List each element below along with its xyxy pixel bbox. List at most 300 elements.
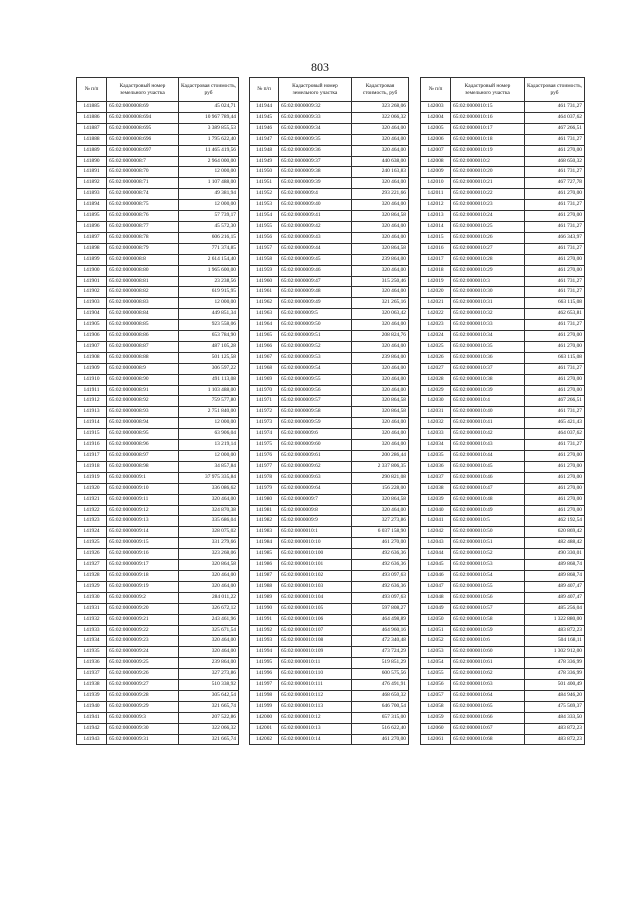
table-row: [77, 669, 239, 680]
cadastral-number: 65:02:0000010:61: [451, 658, 525, 669]
cadastral-number: 65:02:0000010:28: [451, 254, 525, 265]
row-number: 141914: [77, 418, 107, 429]
cadastral-number: 65:02:0000010:18: [451, 134, 525, 145]
table-row: [250, 200, 409, 211]
cadastral-number: 65:02:0000009:14: [107, 527, 179, 538]
cadastral-value: 320 063,42: [352, 309, 409, 320]
row-number: 141970: [250, 385, 279, 396]
row-number: 142023: [421, 320, 451, 331]
cadastral-value: 461 270,00: [525, 385, 585, 396]
row-number: 141964: [250, 320, 279, 331]
cadastral-number: 65:02:0000009:51: [279, 331, 352, 342]
cadastral-number: 65:02:0000010:55: [451, 581, 525, 592]
row-number: 141989: [250, 592, 279, 603]
cadastral-number: 65:02:0000009:16: [107, 549, 179, 560]
table-row: [77, 363, 239, 374]
cadastral-value: 12 000,00: [179, 167, 239, 178]
cadastral-number: 65:02:0000009:52: [279, 341, 352, 352]
cadastral-number: 65:02:0000009:64: [279, 483, 352, 494]
table-row: [250, 570, 409, 581]
cadastral-number: 65:02:0000010:43: [451, 440, 525, 451]
row-number: 142056: [421, 680, 451, 691]
row-number: 141981: [250, 505, 279, 516]
row-number: 142061: [421, 734, 451, 745]
row-number: 142039: [421, 494, 451, 505]
cadastral-value: 327 273,86: [352, 516, 409, 527]
cadastral-value: 461 731,27: [525, 243, 585, 254]
cadastral-value: 484 333,50: [525, 712, 585, 723]
cadastral-number: 65:02:0000009:27: [107, 680, 179, 691]
cadastre-table-2: [249, 77, 409, 745]
cadastral-number: 65:02:0000008:96: [107, 440, 179, 451]
cadastral-value: 45 024,71: [179, 102, 239, 113]
cadastral-number: 65:02:0000009:28: [107, 690, 179, 701]
cadastral-number: 65:02:0000009:6: [279, 429, 352, 440]
cadastral-value: 519 851,29: [352, 658, 409, 669]
table-row: [250, 352, 409, 363]
row-number: 141982: [250, 516, 279, 527]
cadastral-number: 65:02:0000009:8: [279, 505, 352, 516]
cadastral-value: 290 821,08: [352, 472, 409, 483]
row-number: 141988: [250, 581, 279, 592]
table-row: [250, 483, 409, 494]
cadastral-value: 476 491,91: [352, 680, 409, 691]
table-row: [421, 690, 585, 701]
cadastral-value: 461 731,27: [525, 200, 585, 211]
table-row: [421, 352, 585, 363]
table-row: [421, 145, 585, 156]
table-row: [250, 363, 409, 374]
table-row: [421, 560, 585, 571]
cadastral-value: 487 105,28: [179, 341, 239, 352]
table-row: [421, 494, 585, 505]
cadastral-number: 65:02:0000010:56: [451, 592, 525, 603]
table-row: [421, 429, 585, 440]
cadastral-value: 478 336,99: [525, 658, 585, 669]
row-number: 142040: [421, 505, 451, 516]
cadastral-number: 65:02:0000008:83: [107, 298, 179, 309]
cadastral-number: 65:02:0000009:31: [107, 734, 179, 745]
cadastral-value: 461 270,00: [525, 483, 585, 494]
row-number: 142060: [421, 723, 451, 734]
row-number: 142057: [421, 690, 451, 701]
row-number: 142059: [421, 712, 451, 723]
row-number: 141885: [77, 102, 107, 113]
header-cadastral-number: Кадастровый номер земельного участка: [451, 78, 525, 102]
cadastral-value: 504 168,11: [525, 636, 585, 647]
table-row: [77, 102, 239, 113]
cadastral-value: 320 464,00: [352, 385, 409, 396]
cadastral-number: 65:02:0000010:60: [451, 647, 525, 658]
cadastral-value: 320 464,00: [179, 647, 239, 658]
table-row: [421, 581, 585, 592]
cadastral-number: 65:02:0000010:36: [451, 352, 525, 363]
table-row: [421, 527, 585, 538]
table-row: [77, 527, 239, 538]
cadastral-number: 65:02:0000009:5: [279, 309, 352, 320]
table-row: [421, 298, 585, 309]
cadastral-value: 49 381,94: [179, 189, 239, 200]
table-row: [421, 211, 585, 222]
row-number: 142005: [421, 123, 451, 134]
row-number: 141937: [77, 669, 107, 680]
cadastral-number: 65:02:0000010:23: [451, 200, 525, 211]
cadastral-value: 462 192,54: [525, 516, 585, 527]
cadastral-number: 65:02:0000009:55: [279, 374, 352, 385]
table-row: [77, 320, 239, 331]
cadastral-value: 464 498,89: [352, 614, 409, 625]
cadastral-value: 239 864,00: [352, 352, 409, 363]
cadastral-number: 65:02:0000008:8: [107, 254, 179, 265]
table-row: [77, 472, 239, 483]
cadastral-number: 65:02:0000009:24: [107, 647, 179, 658]
header-cadastral-number: Кадастровый номер земельного участка: [279, 78, 352, 102]
table-row: [421, 538, 585, 549]
cadastral-number: 65:02:0000009:59: [279, 418, 352, 429]
cadastral-number: 65:02:0000009:33: [279, 112, 352, 123]
cadastral-value: 501 125,58: [179, 352, 239, 363]
row-number: 142055: [421, 669, 451, 680]
row-number: 141949: [250, 156, 279, 167]
row-number: 141888: [77, 134, 107, 145]
row-number: 141977: [250, 461, 279, 472]
cadastral-number: 65:02:0000009:22: [107, 625, 179, 636]
table-row: [421, 178, 585, 189]
cadastral-value: 23 238,56: [179, 276, 239, 287]
cadastral-value: 208 824,76: [352, 331, 409, 342]
row-number: 141963: [250, 309, 279, 320]
table-row: [421, 701, 585, 712]
cadastral-value: 320 864,58: [179, 560, 239, 571]
cadastral-number: 65:02:0000010:45: [451, 461, 525, 472]
cadastral-number: 65:02:0000010:59: [451, 625, 525, 636]
table-row: [77, 581, 239, 592]
row-number: 141905: [77, 320, 107, 331]
table-row: [421, 418, 585, 429]
row-number: 142037: [421, 472, 451, 483]
cadastral-value: 320 864,58: [352, 243, 409, 254]
table-row: [421, 440, 585, 451]
cadastral-number: 65:02:0000010:14: [279, 734, 352, 745]
row-number: 142013: [421, 211, 451, 222]
cadastral-number: 65:02:0000010:67: [451, 723, 525, 734]
cadastral-number: 65:02:0000010:63: [451, 680, 525, 691]
row-number: 142029: [421, 385, 451, 396]
row-number: 142014: [421, 221, 451, 232]
cadastral-number: 65:02:0000009:41: [279, 211, 352, 222]
table-row: [250, 418, 409, 429]
row-number: 142003: [421, 102, 451, 113]
cadastral-value: 923 558,06: [179, 320, 239, 331]
table-row: [77, 134, 239, 145]
cadastral-number: 65:02:0000009:19: [107, 581, 179, 592]
cadastral-value: 321 665,74: [179, 734, 239, 745]
cadastral-value: 461 731,27: [525, 102, 585, 113]
row-number: 142019: [421, 276, 451, 287]
cadastral-number: 65:02:0000009:23: [107, 636, 179, 647]
table-row: [250, 472, 409, 483]
table-row: [421, 341, 585, 352]
cadastral-number: 65:02:0000010:105: [279, 603, 352, 614]
cadastral-number: 65:02:0000009:32: [279, 102, 352, 113]
table-row: [421, 734, 585, 745]
table-row: [250, 254, 409, 265]
row-number: 141898: [77, 243, 107, 254]
row-number: 142020: [421, 287, 451, 298]
table-row: [77, 189, 239, 200]
row-number: 142002: [250, 734, 279, 745]
row-number: 142006: [421, 134, 451, 145]
cadastral-number: 65:02:0000010:44: [451, 451, 525, 462]
cadastral-value: 461 731,27: [525, 221, 585, 232]
cadastral-number: 65:02:0000008:696: [107, 134, 179, 145]
row-number: 142049: [421, 603, 451, 614]
cadastral-value: 37 975 335,84: [179, 472, 239, 483]
table-row: [421, 254, 585, 265]
cadastral-number: 65:02:0000009:20: [107, 603, 179, 614]
cadastral-value: 320 464,00: [352, 123, 409, 134]
row-number: 141936: [77, 658, 107, 669]
cadastral-value: 12 000,00: [179, 451, 239, 462]
table-row: [77, 625, 239, 636]
cadastral-value: 461 270,00: [525, 494, 585, 505]
row-number: 141945: [250, 112, 279, 123]
row-number: 141921: [77, 494, 107, 505]
table-row: [250, 669, 409, 680]
cadastral-number: 65:02:0000009:13: [107, 516, 179, 527]
cadastral-number: 65:02:0000010:112: [279, 690, 352, 701]
header-cadastral-value: Кадастровая стоимость, руб: [525, 78, 585, 102]
row-number: 141918: [77, 461, 107, 472]
table-row: [77, 429, 239, 440]
table-row: [77, 505, 239, 516]
cadastral-number: 65:02:0000010:48: [451, 494, 525, 505]
cadastral-number: 65:02:0000009:42: [279, 221, 352, 232]
cadastral-value: 467 266,51: [525, 396, 585, 407]
table-row: [250, 287, 409, 298]
table-row: [77, 418, 239, 429]
row-number: 142051: [421, 625, 451, 636]
row-number: 141897: [77, 232, 107, 243]
row-number: 142000: [250, 712, 279, 723]
row-number: 141971: [250, 396, 279, 407]
table-row: [77, 570, 239, 581]
cadastral-value: 326 672,12: [179, 603, 239, 614]
cadastral-value: 467 266,51: [525, 123, 585, 134]
cadastral-number: 65:02:0000009:9: [279, 516, 352, 527]
table-row: [250, 723, 409, 734]
cadastral-number: 65:02:0000008:9: [107, 363, 179, 374]
table-row: [250, 680, 409, 691]
table-row: [421, 123, 585, 134]
cadastral-value: 1 302 912,00: [525, 647, 585, 658]
row-number: 141907: [77, 341, 107, 352]
table-row: [250, 451, 409, 462]
cadastral-number: 65:02:0000008:7: [107, 156, 179, 167]
cadastral-value: 468 650,32: [352, 690, 409, 701]
cadastral-number: 65:02:0000010:29: [451, 265, 525, 276]
row-number: 141962: [250, 298, 279, 309]
header-number: № п/п: [77, 78, 107, 102]
table-row: [421, 112, 585, 123]
cadastral-number: 65:02:0000008:75: [107, 200, 179, 211]
table-row: [250, 145, 409, 156]
table-row: [77, 680, 239, 691]
cadastral-number: 65:02:0000010:35: [451, 341, 525, 352]
cadastral-number: 65:02:0000010:6: [451, 636, 525, 647]
cadastral-value: 200 286,44: [352, 451, 409, 462]
table-row: [421, 265, 585, 276]
cadastral-number: 65:02:0000010:100: [279, 549, 352, 560]
row-number: 141894: [77, 200, 107, 211]
row-number: 141892: [77, 178, 107, 189]
cadastral-number: 65:02:0000008:90: [107, 374, 179, 385]
row-number: 142050: [421, 614, 451, 625]
cadastral-value: 461 270,00: [525, 341, 585, 352]
row-number: 141974: [250, 429, 279, 440]
row-number: 142024: [421, 331, 451, 342]
row-number: 142033: [421, 429, 451, 440]
cadastral-number: 65:02:0000009:4: [279, 189, 352, 200]
row-number: 141906: [77, 331, 107, 342]
table-row: [421, 614, 585, 625]
row-number: 141922: [77, 505, 107, 516]
table-row: [250, 581, 409, 592]
cadastral-value: 12 000,00: [179, 200, 239, 211]
row-number: 141992: [250, 625, 279, 636]
cadastral-value: 320 464,00: [352, 418, 409, 429]
cadastral-number: 65:02:0000009:38: [279, 167, 352, 178]
cadastral-number: 65:02:0000009:11: [107, 494, 179, 505]
row-number: 142043: [421, 538, 451, 549]
cadastral-number: 65:02:0000010:62: [451, 669, 525, 680]
table-row: [250, 243, 409, 254]
cadastral-number: 65:02:0000010:50: [451, 527, 525, 538]
table-row: [250, 320, 409, 331]
cadastral-value: 336 086,62: [179, 483, 239, 494]
cadastral-number: 65:02:0000008:697: [107, 145, 179, 156]
row-number: 141930: [77, 592, 107, 603]
row-number: 141941: [77, 712, 107, 723]
cadastral-value: 12 000,00: [179, 418, 239, 429]
cadastral-value: 759 577,80: [179, 396, 239, 407]
cadastral-number: 65:02:0000008:88: [107, 352, 179, 363]
cadastral-number: 65:02:0000010:46: [451, 472, 525, 483]
cadastral-value: 239 864,00: [352, 254, 409, 265]
cadastral-number: 65:02:0000009:44: [279, 243, 352, 254]
row-number: 142030: [421, 396, 451, 407]
cadastral-number: 65:02:0000010:111: [279, 680, 352, 691]
table-row: [250, 341, 409, 352]
row-number: 141958: [250, 254, 279, 265]
cadastral-value: 1 322 880,00: [525, 614, 585, 625]
row-number: 141927: [77, 560, 107, 571]
table-row: [77, 647, 239, 658]
table-row: [77, 287, 239, 298]
table-row: [77, 276, 239, 287]
cadastral-number: 65:02:0000010:5: [451, 516, 525, 527]
cadastral-number: 65:02:0000010:53: [451, 560, 525, 571]
row-number: 141902: [77, 287, 107, 298]
table-row: [250, 494, 409, 505]
cadastral-number: 65:02:0000010:68: [451, 734, 525, 745]
row-number: 141911: [77, 385, 107, 396]
cadastral-number: 65:02:0000010:38: [451, 374, 525, 385]
table-row: [77, 483, 239, 494]
row-number: 141901: [77, 276, 107, 287]
table-row: [77, 374, 239, 385]
row-number: 141965: [250, 331, 279, 342]
cadastral-number: 65:02:0000009:21: [107, 614, 179, 625]
row-number: 141960: [250, 276, 279, 287]
row-number: 141929: [77, 581, 107, 592]
cadastral-value: 320 464,00: [352, 363, 409, 374]
row-number: 141957: [250, 243, 279, 254]
table-row: [77, 690, 239, 701]
row-number: 141978: [250, 472, 279, 483]
cadastral-value: 501 400,49: [525, 680, 585, 691]
cadastral-value: 1 965 600,00: [179, 265, 239, 276]
row-number: 141913: [77, 407, 107, 418]
cadastral-value: 461 270,00: [525, 374, 585, 385]
cadastral-number: 65:02:0000010:40: [451, 407, 525, 418]
cadastral-value: 320 464,00: [352, 341, 409, 352]
cadastral-number: 65:02:0000009:36: [279, 145, 352, 156]
table-row: [250, 712, 409, 723]
row-number: 141931: [77, 603, 107, 614]
cadastral-number: 65:02:0000009:61: [279, 451, 352, 462]
row-number: 142026: [421, 352, 451, 363]
row-number: 141915: [77, 429, 107, 440]
table-row: [77, 341, 239, 352]
table-row: [421, 374, 585, 385]
table-row: [77, 352, 239, 363]
cadastral-value: 489 868,74: [525, 560, 585, 571]
cadastral-number: 65:02:0000010:107: [279, 625, 352, 636]
table-row: [250, 647, 409, 658]
cadastral-number: 65:02:0000010:106: [279, 614, 352, 625]
cadastral-number: 65:02:0000010:31: [451, 298, 525, 309]
cadastral-number: 65:02:0000010:54: [451, 570, 525, 581]
cadastral-number: 65:02:0000009:47: [279, 276, 352, 287]
row-number: 142015: [421, 232, 451, 243]
cadastral-number: 65:02:0000010:39: [451, 385, 525, 396]
cadastral-number: 65:02:0000008:70: [107, 167, 179, 178]
cadastral-number: 65:02:0000010:27: [451, 243, 525, 254]
table-row: [250, 560, 409, 571]
cadastral-number: 65:02:0000009:40: [279, 200, 352, 211]
table-row: [250, 538, 409, 549]
table-row: [421, 451, 585, 462]
table-row: [77, 734, 239, 745]
table-row: [250, 276, 409, 287]
cadastral-value: 11 465 419,56: [179, 145, 239, 156]
cadastral-number: 65:02:0000009:53: [279, 352, 352, 363]
cadastral-number: 65:02:0000008:95: [107, 429, 179, 440]
cadastral-value: 320 464,00: [179, 581, 239, 592]
cadastral-number: 65:02:0000010:10: [279, 538, 352, 549]
cadastral-number: 65:02:0000009:37: [279, 156, 352, 167]
cadastral-number: 65:02:0000010:41: [451, 418, 525, 429]
cadastral-value: 156 228,00: [352, 483, 409, 494]
cadastral-value: 2 614 154,40: [179, 254, 239, 265]
cadastral-number: 65:02:0000010:110: [279, 669, 352, 680]
table-row: [77, 254, 239, 265]
cadastral-value: 461 731,27: [525, 134, 585, 145]
row-number: 142044: [421, 549, 451, 560]
cadastral-value: 12 000,00: [179, 298, 239, 309]
table-row: [77, 658, 239, 669]
